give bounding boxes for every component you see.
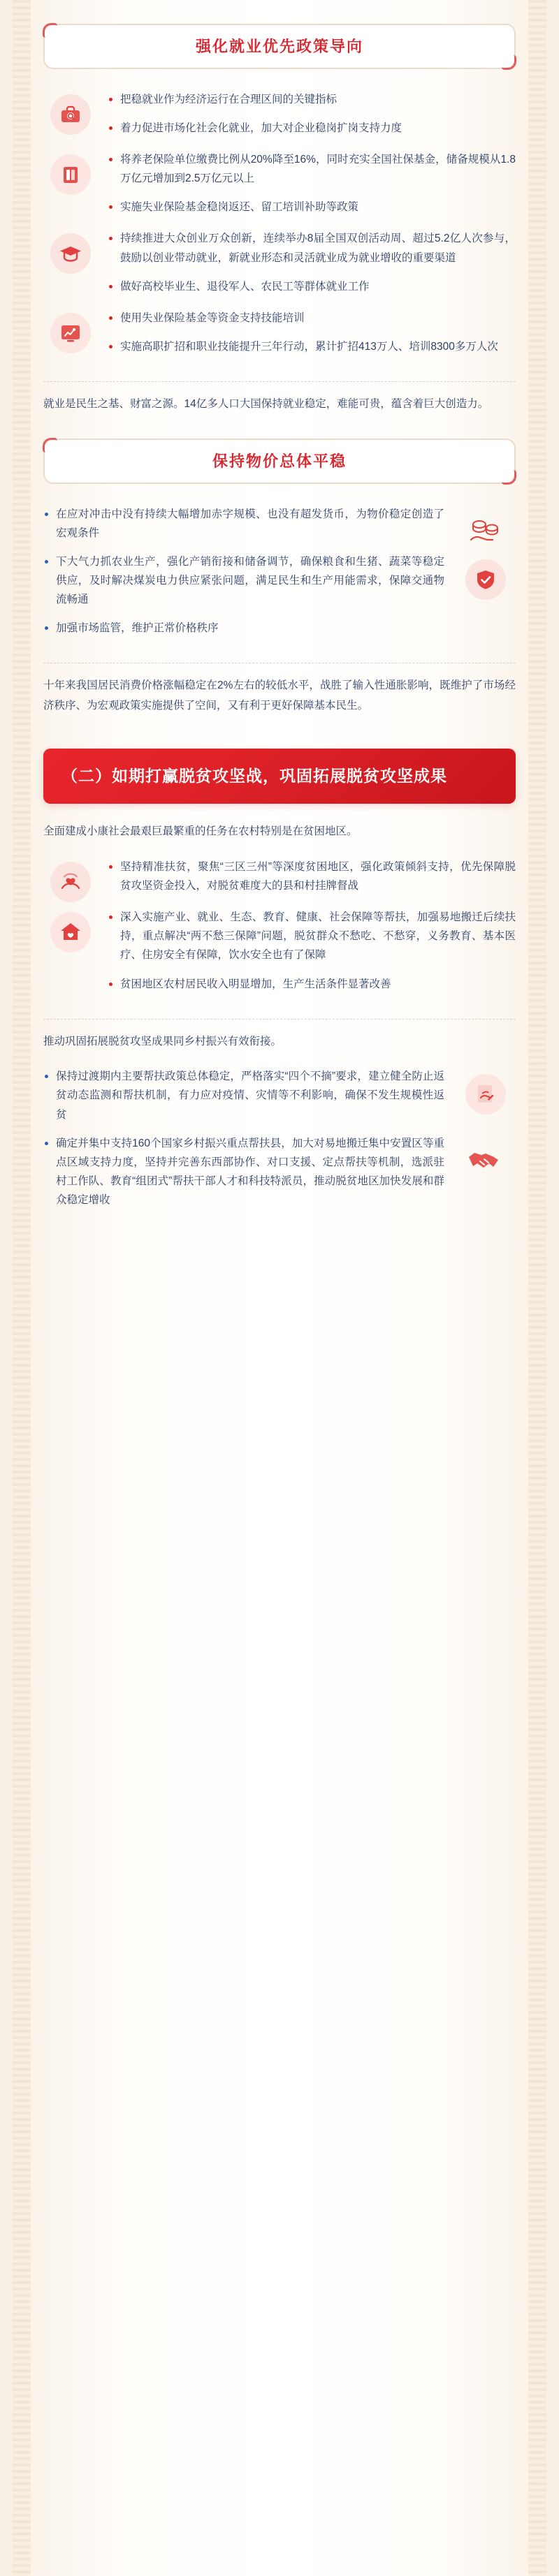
list-item: 坚持精准扶贫，聚焦“三区三州”等深度贫困地区，强化政策倾斜支持，优先保障脱贫攻坚资金投入，对脱贫难度大的县和村挂牌督战 [108,858,516,895]
house-heart-icon [50,912,91,952]
bullet-list [43,1067,444,1124]
bullet-group [108,150,516,226]
hand-heart-icon [50,862,91,902]
bullet-list [108,858,516,895]
right-decorative-rail [528,0,546,2576]
document-content [43,0,516,1239]
list-item: 着力促进市场化社会化就业，加大对企业稳岗扩岗支持力度 [108,119,516,138]
list-row [43,908,516,1003]
section-banner-poverty: （二）如期打赢脱贫攻坚战，巩固拓展脱贫攻坚成果 [43,749,516,804]
bullet-group [43,505,444,552]
icon-column [43,858,98,902]
icon-column [43,908,98,952]
bullet-list [108,309,516,356]
list-item: 实施高职扩招和职业技能提升三年行动，累计扩招413万人、培训8300多万人次 [108,337,516,356]
price-summary: 十年来我国居民消费价格涨幅稳定在2%左右的较低水平，战胜了输入性通胀影响，既维护了市场经济秩序、为宏观政策实施提供了空间，又有利于更好保障基本民生。 [43,679,516,712]
bullet-group [108,90,516,147]
employment-rows [43,90,516,366]
section-heading-box-prices [43,439,516,484]
list-item: 在应对冲击中没有持续大幅增加赤字规模、也没有超发货币，为物价稳定创造了宏观条件 [43,505,444,543]
list-item: 做好高校毕业生、退役军人、农民工等群体就业工作 [108,277,516,296]
document-stack-icon [50,154,91,195]
section-heading-employment: 强化就业优先政策导向 [195,38,363,55]
price-rows [43,505,516,648]
list-row [43,90,516,147]
bullet-group [108,858,516,905]
list-item: 确定并集中支持160个国家乡村振兴重点帮扶县，加大对易地搬迁集中安置区等重点区域支持力度，坚持并完善东西部协作、对口支援、定点帮扶等机制，选派驻村工作队、教育“组团式”帮扶干部人才和科技特派员，推动脱贫地区加快发展和群众稳定增收 [43,1134,444,1210]
poverty-rows [43,858,516,1003]
bullet-group [43,1134,444,1220]
icon-column [456,505,516,552]
icon-column [43,229,98,274]
bullet-list [108,908,516,994]
list-row [43,505,516,552]
list-item: 保持过渡期内主要帮扶政策总体稳定，严格落实“四个不摘”要求，建立健全防止返贫动态监测和帮扶机制，有力应对疫情、灾情等不利影响，确保不发生规模性返贫 [43,1067,444,1124]
handshake-doc-icon [465,1074,506,1114]
poverty-intro: 全面建成小康社会最艰巨最繁重的任务在农村特别是在贫困地区。 [43,825,358,838]
list-item: 深入实施产业、就业、生态、教育、健康、社会保障等帮扶，加强易地搬迁后续扶持，重点解决“两不愁三保障”问题，脱贫群众不愁吃、不愁穿，义务教育、基本医疗、住房安全有保障，饮水安全也有了保障 [108,908,516,964]
bullet-list [43,1134,444,1210]
list-item: 贫困地区农村居民收入明显增加，生产生活条件显著改善 [108,975,516,994]
list-row [43,309,516,366]
work-search-icon [50,94,91,135]
bullet-group [108,908,516,1003]
list-item: 把稳就业作为经济运行在合理区间的关键指标 [108,90,516,109]
bullet-list [108,150,516,216]
poverty-sub-rows [43,1067,516,1219]
team-growth-icon [50,313,91,353]
icon-column [43,90,98,135]
list-row [43,1067,516,1133]
poverty-subintro: 推动巩固拓展脱贫攻坚成果同乡村振兴有效衔接。 [43,1035,282,1047]
icon-column [456,1134,516,1182]
list-item: 实施失业保险基金稳岗返还、留工培训补助等政策 [108,198,516,216]
graduation-cap-icon [50,233,91,274]
bullet-list [43,552,444,638]
list-item: 持续推进大众创业万众创新，连续举办8届全国双创活动周、超过5.2亿人次参与，鼓励以创业带动就业，新就业形态和灵活就业成为就业增收的重要渠道 [108,229,516,267]
bullet-group [43,552,444,648]
list-row [43,150,516,226]
handshake-icon [465,1141,506,1182]
list-item: 下大气力抓农业生产，强化产销衔接和储备调节，确保粮食和生猪、蔬菜等稳定供应，及时解决煤炭电力供应紧张问题，满足民生和生产用能需求，保障交通物流畅通 [43,552,444,609]
list-row [43,858,516,905]
list-row [43,229,516,305]
icon-column [456,1067,516,1114]
list-row [43,1134,516,1220]
bullet-list [43,505,444,543]
section-divider [43,381,516,382]
left-decorative-rail [13,0,31,2576]
list-item: 加强市场监管，维护正常价格秩序 [43,619,444,638]
bullet-group [108,229,516,305]
bullet-list [108,229,516,295]
list-item: 使用失业保险基金等资金支持技能培训 [108,309,516,327]
bullet-list [108,90,516,138]
coins-hand-icon [465,512,506,552]
section-heading-box-employment [43,24,516,69]
shield-check-icon [465,559,506,600]
icon-column [43,150,98,195]
bullet-group [43,1067,444,1133]
list-row [43,552,516,648]
list-item: 将养老保险单位缴费比例从20%降至16%，同时充实全国社保基金，储备规模从1.8万亿元增加到2.5万亿元以上 [108,150,516,188]
section-heading-prices: 保持物价总体平稳 [212,452,347,470]
icon-column [43,309,98,353]
employment-summary: 就业是民生之基、财富之源。14亿多人口大国保持就业稳定，难能可贵，蕴含着巨大创造力。 [43,398,489,411]
bullet-group [108,309,516,366]
icon-column [456,552,516,600]
section-divider [43,1019,516,1020]
